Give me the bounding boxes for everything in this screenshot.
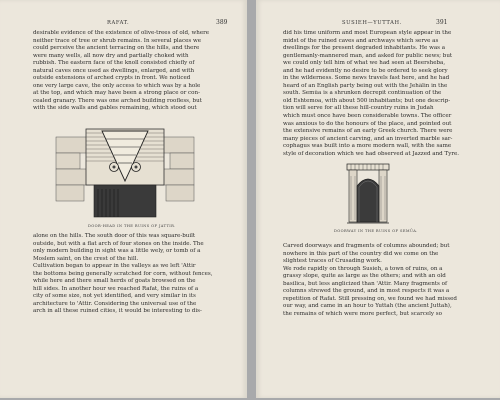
right-text-top <box>283 30 479 158</box>
text-line: desirable evidence of the existence of olive-trees of old, where <box>33 30 210 36</box>
text-line: neither trace of tree or shrub remains. In several places we <box>33 37 201 44</box>
text-line: could perceive the ancient terracing on the hills, and there <box>33 45 200 52</box>
right-page <box>256 0 500 398</box>
text-line: repetition of Rafat. Still pressing on, we found we had missed <box>283 295 457 302</box>
right-text-bottom <box>283 243 479 318</box>
text-line: architecture to 'Attir. Considering the universal use of the <box>33 300 197 307</box>
text-line: one very large cave, the only access to which was by a hole <box>33 82 201 89</box>
text-line: the remains of which were more perfect, but scarcely so <box>283 310 442 317</box>
left-text-bottom <box>33 233 231 316</box>
left-running-head: RAFAT. <box>107 20 130 26</box>
text-line: hill sides. In another hour we reached Rafat, the ruins of a <box>33 285 199 292</box>
right-figure-caption: DOORWAY IN THE RUINS OF SEMÛA. <box>334 229 418 233</box>
text-line: did his time uniform and most European style appear in the <box>283 30 452 36</box>
text-line: grassy slope, quite as large as the others; and with an old <box>283 273 446 280</box>
text-line: nowhere in this part of the country did we come on the <box>283 250 439 257</box>
text-line: style of decoration which we had observed at Jazzed and Tyre. <box>283 150 460 157</box>
text-line: cealed granary. There was one arched building roofless, but <box>33 97 202 104</box>
text-line: columns strewed the ground, and in most respects it was a <box>283 288 450 295</box>
text-line: only modern building in sight was a little wely, or tomb of a <box>33 248 201 255</box>
left-text-top <box>33 30 231 113</box>
text-line: natural caves once used as dwellings, enlarged, and with <box>33 67 195 74</box>
left-figure-caption: DOOR-HEAD IN THE RUINS OF JATTIR. <box>88 224 176 228</box>
text-line: many pieces of ancient carving, and an inverted marble sar- <box>283 135 453 142</box>
right-page-number: 391 <box>436 19 448 26</box>
text-line: basilica, but less anglicized than 'Attir. Many fragments of <box>283 280 448 287</box>
text-line: in the wilderness. Some news travels fast here, and he had <box>283 75 450 82</box>
text-line: at the top, and which may have been a strong place or con- <box>33 90 200 97</box>
text-line: the extensive remains of an early Greek church. There were <box>283 128 453 135</box>
doorway-illustration <box>345 162 391 226</box>
text-line: we could only tell him of what we had seen at Beersheba, <box>283 60 446 67</box>
text-line: city of some size, not yet identified, and very similar in its <box>33 293 196 300</box>
text-line: gentlemanly-mannered man, and asked for public news; but <box>283 52 453 59</box>
text-line: tion will serve for all these hill-country ruins in Judah <box>283 105 434 112</box>
text-line: rubbish. The eastern face of the knoll consisted chiefly of <box>33 60 195 67</box>
text-line: dwellings for the present degraded inhabitants. He was a <box>283 45 446 52</box>
text-line: cophagus was built into a more modern wall, with the same <box>283 143 452 150</box>
text-line: our way, and came in an hour to Yuttah (the ancient Juttah), <box>283 303 452 310</box>
text-line: were many wells, all now dry and partially choked with <box>33 52 189 59</box>
door-head-illustration <box>50 115 200 223</box>
text-line: was anxious to do the honours of the place, and pointed out <box>283 120 452 127</box>
text-line: while here and there small herds of goats browsed on the <box>33 278 196 285</box>
text-line: and he had evidently no desire to be ordered to seek glory <box>283 67 448 74</box>
text-line: slightest traces of Crusading work. <box>283 258 382 265</box>
text-line: which must once have been considerable towns. The officer <box>283 113 452 120</box>
text-line: midst of the ruined caves and archways which serve as <box>283 37 439 44</box>
text-line: outside, but with a flat arch of four stones on the inside. The <box>33 240 204 247</box>
text-line: Moslem saint, on the crest of the hill. <box>33 255 139 262</box>
left-page <box>0 0 247 398</box>
left-page-number: 389 <box>216 19 228 26</box>
text-line: alone on the hills. The south door of this was square-built <box>33 233 196 239</box>
text-line: with the side walls and gables remaining, which stood out <box>33 105 197 112</box>
text-line: outside extensions of arched crypts in front. We noticed <box>33 75 191 82</box>
text-line: Cultivation began to appear in the valleys as we left 'Attir <box>33 263 196 270</box>
text-line: Carved doorways and fragments of columns abounded; but <box>283 243 450 249</box>
text-line: old Eshtemoa, with about 500 inhabitants; but one descrip- <box>283 97 451 104</box>
text-line: the bottoms being generally scratched for corn, without fences, <box>33 270 213 277</box>
text-line: south. Semûa is a shrunken decrepit continuation of the <box>283 90 442 97</box>
text-line: heard of an English party being out with the Jehâlin in the <box>283 82 448 89</box>
text-line: arch in all these ruined cities, it would be interesting to dis- <box>33 308 202 315</box>
right-running-head: SUSIEH—YUTTAH. <box>342 20 402 26</box>
text-line: We rode rapidly on through Susieh, a town of ruins, on a <box>283 265 443 272</box>
